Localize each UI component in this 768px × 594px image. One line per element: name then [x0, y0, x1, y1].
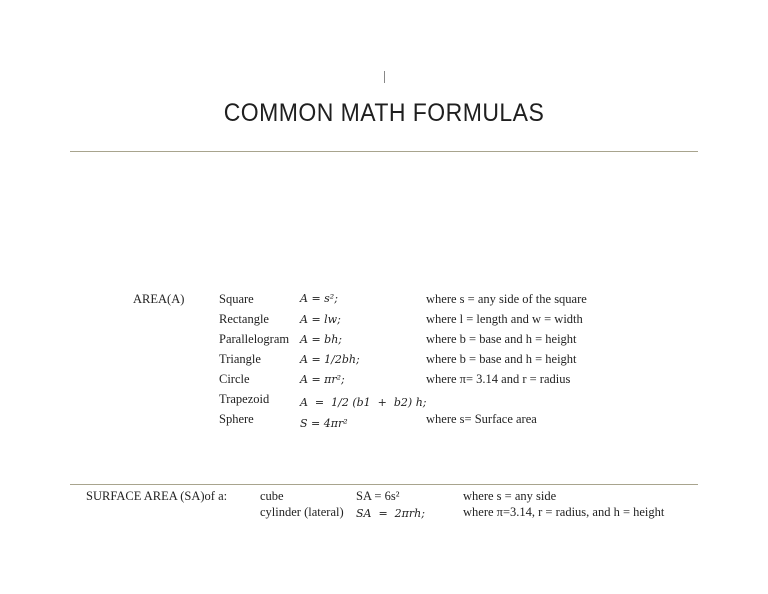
area-heading: AREA(A): [133, 292, 185, 306]
sa-note-cube: where s = any side: [463, 489, 557, 503]
area-shape-sphere: Sphere: [219, 412, 254, 426]
area-note-parallelogram: where b = base and h = height: [426, 332, 577, 346]
area-note-rectangle: where l = length and w = width: [426, 312, 583, 326]
sa-shape-cube: cube: [260, 489, 284, 503]
page-title: COMMON MATH FORMULAS: [223, 99, 545, 127]
area-note-square: where s = any side of the square: [426, 292, 587, 306]
sa-formula-cylinder: SA = 2πrh;: [356, 507, 425, 520]
text-cursor: [384, 71, 385, 83]
area-formula-sphere: S = 4πr²: [300, 417, 348, 430]
area-shape-square: Square: [219, 292, 254, 306]
sa-formula-cube: SA = 6s²: [356, 489, 400, 503]
area-shape-parallelogram: Parallelogram: [219, 332, 290, 346]
section-divider: [70, 484, 698, 485]
sa-shape-cylinder: cylinder (lateral): [260, 505, 344, 519]
area-formula-parallelogram: A = bh;: [300, 333, 342, 346]
area-shape-trapezoid: Trapezoid: [219, 392, 270, 406]
area-formula-circle: A = πr²;: [300, 373, 345, 386]
area-note-circle: where π= 3.14 and r = radius: [426, 372, 571, 386]
area-shape-triangle: Triangle: [219, 352, 261, 366]
area-shape-rectangle: Rectangle: [219, 312, 269, 326]
area-formula-trapezoid: A = 1/2 (b1 + b2) h;: [300, 396, 427, 409]
sa-note-cylinder: where π=3.14, r = radius, and h = height: [463, 505, 665, 519]
area-note-triangle: where b = base and h = height: [426, 352, 577, 366]
area-formula-rectangle: A = lw;: [300, 313, 341, 326]
area-shape-circle: Circle: [219, 372, 250, 386]
area-note-sphere: where s= Surface area: [426, 412, 537, 426]
surface-area-heading: SURFACE AREA (SA)of a:: [86, 489, 228, 503]
area-formula-square: A = s²;: [300, 292, 338, 305]
title-divider: [70, 151, 698, 152]
area-formula-triangle: A = 1/2bh;: [300, 353, 360, 366]
